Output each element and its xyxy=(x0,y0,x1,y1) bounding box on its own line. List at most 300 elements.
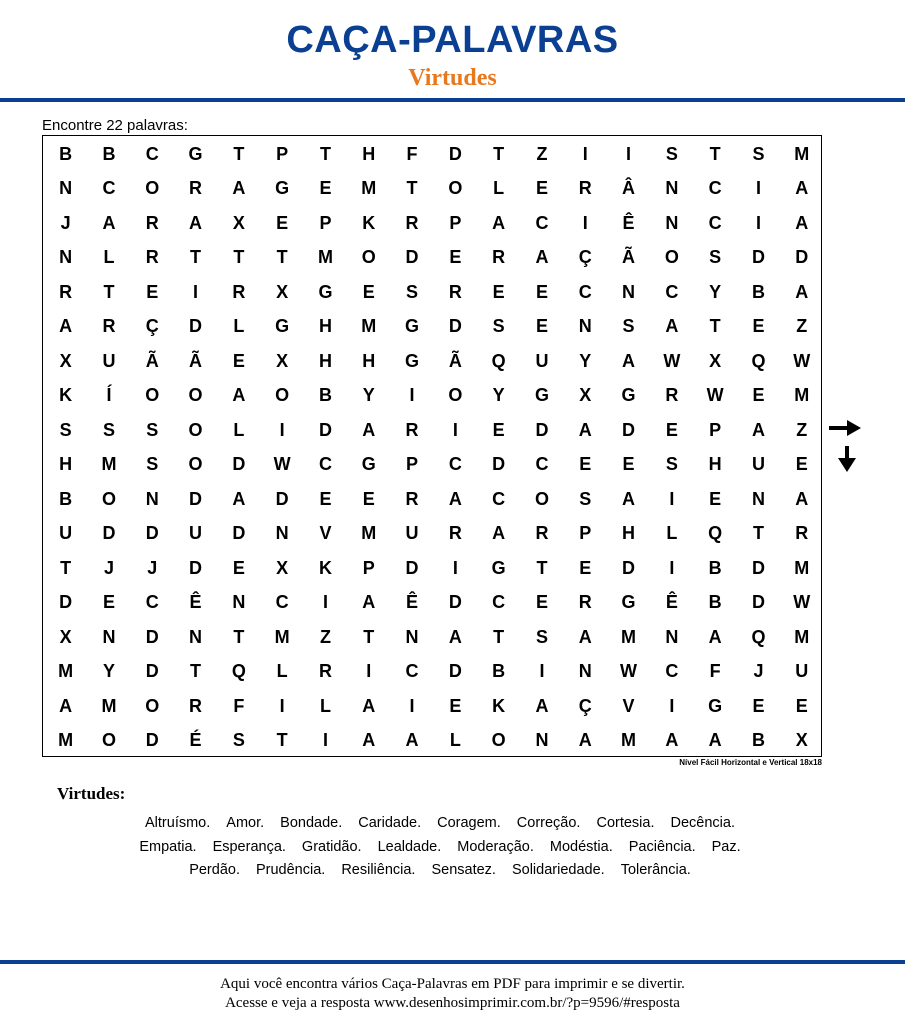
grid-cell[interactable]: N xyxy=(59,178,73,199)
grid-cell[interactable]: A xyxy=(232,488,246,509)
grid-cell[interactable]: Ç xyxy=(145,316,159,337)
grid-cell[interactable]: C xyxy=(318,454,332,475)
grid-cell[interactable]: E xyxy=(492,281,505,302)
grid-cell[interactable]: A xyxy=(232,178,246,199)
grid-cell[interactable]: T xyxy=(276,247,288,268)
grid-cell[interactable]: O xyxy=(275,385,290,406)
grid-cell[interactable]: U xyxy=(751,454,765,475)
grid-cell[interactable]: D xyxy=(751,592,765,613)
grid-cell[interactable]: I xyxy=(669,488,675,509)
grid-cell[interactable]: B xyxy=(59,488,73,509)
grid-cell[interactable]: S xyxy=(146,419,159,440)
grid-cell[interactable]: R xyxy=(795,523,809,544)
grid-cell[interactable]: B xyxy=(492,661,506,682)
grid-cell[interactable]: T xyxy=(319,143,331,164)
grid-cell[interactable]: H xyxy=(318,350,332,371)
grid-cell[interactable]: S xyxy=(406,281,419,302)
grid-cell[interactable]: D xyxy=(448,316,462,337)
grid-cell[interactable]: G xyxy=(621,592,636,613)
grid-cell[interactable]: Ç xyxy=(578,695,592,716)
grid-cell[interactable]: E xyxy=(709,488,722,509)
grid-cell[interactable]: Z xyxy=(319,626,331,647)
grid-cell[interactable]: A xyxy=(751,419,765,440)
grid-cell[interactable]: A xyxy=(102,212,116,233)
grid-cell[interactable]: Ã xyxy=(448,350,462,371)
grid-cell[interactable]: O xyxy=(534,488,549,509)
grid-cell[interactable]: O xyxy=(361,247,376,268)
grid-cell[interactable]: R xyxy=(145,212,159,233)
grid-cell[interactable]: P xyxy=(362,557,375,578)
grid-cell[interactable]: T xyxy=(233,143,245,164)
grid-cell[interactable]: M xyxy=(101,454,117,475)
grid-cell[interactable]: P xyxy=(276,143,289,164)
grid-cell[interactable]: D xyxy=(751,557,765,578)
grid-cell[interactable]: D xyxy=(145,730,159,751)
grid-cell[interactable]: Ê xyxy=(406,592,419,613)
grid-cell[interactable]: N xyxy=(232,592,246,613)
grid-cell[interactable]: U xyxy=(59,523,73,544)
grid-cell[interactable]: I xyxy=(582,212,588,233)
grid-cell[interactable]: C xyxy=(405,661,419,682)
grid-cell[interactable]: A xyxy=(189,212,203,233)
grid-cell[interactable]: W xyxy=(793,592,811,613)
grid-cell[interactable]: R xyxy=(405,212,419,233)
grid-cell[interactable]: N xyxy=(578,316,592,337)
grid-cell[interactable]: S xyxy=(665,454,678,475)
grid-cell[interactable]: Ê xyxy=(622,212,635,233)
grid-cell[interactable]: Q xyxy=(751,350,766,371)
grid-cell[interactable]: S xyxy=(102,419,115,440)
grid-cell[interactable]: T xyxy=(103,281,115,302)
grid-cell[interactable]: C xyxy=(448,454,462,475)
grid-cell[interactable]: E xyxy=(362,281,375,302)
grid-cell[interactable]: Ã xyxy=(622,247,636,268)
grid-cell[interactable]: N xyxy=(59,247,73,268)
grid-cell[interactable]: E xyxy=(232,350,245,371)
grid-cell[interactable]: D xyxy=(232,523,246,544)
grid-cell[interactable]: N xyxy=(102,626,116,647)
grid-cell[interactable]: H xyxy=(708,454,722,475)
grid-cell[interactable]: E xyxy=(319,488,332,509)
grid-cell[interactable]: W xyxy=(273,454,291,475)
grid-cell[interactable]: E xyxy=(535,178,548,199)
grid-cell[interactable]: D xyxy=(448,592,462,613)
grid-cell[interactable]: Q xyxy=(491,350,506,371)
grid-cell[interactable]: C xyxy=(275,592,289,613)
grid-cell[interactable]: M xyxy=(794,385,810,406)
grid-cell[interactable]: Z xyxy=(796,316,808,337)
grid-cell[interactable]: N xyxy=(622,281,636,302)
grid-cell[interactable]: W xyxy=(620,661,638,682)
grid-cell[interactable]: V xyxy=(319,523,332,544)
grid-cell[interactable]: U xyxy=(795,661,809,682)
grid-cell[interactable]: B xyxy=(751,730,765,751)
grid-cell[interactable]: A xyxy=(578,626,592,647)
grid-cell[interactable]: I xyxy=(755,178,761,199)
grid-cell[interactable]: M xyxy=(361,523,377,544)
grid-cell[interactable]: O xyxy=(448,178,463,199)
grid-cell[interactable]: N xyxy=(665,212,679,233)
grid-cell[interactable]: J xyxy=(60,212,71,233)
grid-cell[interactable]: D xyxy=(145,661,159,682)
grid-cell[interactable]: P xyxy=(406,454,419,475)
grid-cell[interactable]: E xyxy=(752,385,765,406)
grid-cell[interactable]: A xyxy=(795,212,809,233)
grid-cell[interactable]: Y xyxy=(492,385,505,406)
grid-cell[interactable]: O xyxy=(101,488,116,509)
grid-cell[interactable]: U xyxy=(405,523,419,544)
grid-cell[interactable]: A xyxy=(362,419,376,440)
grid-cell[interactable]: X xyxy=(59,626,72,647)
grid-cell[interactable]: F xyxy=(709,661,721,682)
grid-cell[interactable]: G xyxy=(318,281,333,302)
grid-cell[interactable]: Y xyxy=(579,350,592,371)
grid-cell[interactable]: C xyxy=(708,212,722,233)
grid-cell[interactable]: C xyxy=(708,178,722,199)
grid-cell[interactable]: Y xyxy=(709,281,722,302)
grid-cell[interactable]: C xyxy=(578,281,592,302)
grid-cell[interactable]: X xyxy=(795,730,808,751)
grid-cell[interactable]: A xyxy=(535,247,549,268)
grid-cell[interactable]: F xyxy=(233,695,245,716)
grid-cell[interactable]: N xyxy=(535,730,549,751)
grid-cell[interactable]: Â xyxy=(622,178,636,199)
grid-cell[interactable]: G xyxy=(275,178,290,199)
grid-cell[interactable]: G xyxy=(534,385,549,406)
grid-cell[interactable]: D xyxy=(622,557,636,578)
grid-cell[interactable]: I xyxy=(626,143,632,164)
grid-cell[interactable]: O xyxy=(448,385,463,406)
grid-cell[interactable]: I xyxy=(366,661,372,682)
grid-cell[interactable]: I xyxy=(582,143,588,164)
grid-cell[interactable]: B xyxy=(102,143,116,164)
grid-cell[interactable]: D xyxy=(795,247,809,268)
grid-cell[interactable]: I xyxy=(452,419,458,440)
grid-cell[interactable]: B xyxy=(708,557,722,578)
grid-cell[interactable]: U xyxy=(102,350,116,371)
grid-cell[interactable]: I xyxy=(452,557,458,578)
grid-cell[interactable]: Ê xyxy=(189,592,202,613)
grid-cell[interactable]: I xyxy=(409,385,415,406)
grid-cell[interactable]: A xyxy=(59,316,73,337)
grid-cell[interactable]: D xyxy=(318,419,332,440)
grid-cell[interactable]: T xyxy=(276,730,288,751)
grid-cell[interactable]: R xyxy=(535,523,549,544)
grid-cell[interactable]: I xyxy=(279,419,285,440)
grid-cell[interactable]: Ç xyxy=(578,247,592,268)
grid-cell[interactable]: B xyxy=(751,281,765,302)
grid-cell[interactable]: I xyxy=(322,730,328,751)
grid-cell[interactable]: E xyxy=(579,454,592,475)
grid-cell[interactable]: M xyxy=(361,178,377,199)
grid-cell[interactable]: R xyxy=(578,178,592,199)
grid-cell[interactable]: K xyxy=(59,385,73,406)
grid-cell[interactable]: M xyxy=(58,730,74,751)
grid-cell[interactable]: R xyxy=(665,385,679,406)
grid-cell[interactable]: A xyxy=(665,316,679,337)
grid-cell[interactable]: A xyxy=(492,523,506,544)
grid-cell[interactable]: E xyxy=(449,247,462,268)
grid-cell[interactable]: A xyxy=(578,730,592,751)
grid-cell[interactable]: C xyxy=(492,592,506,613)
grid-cell[interactable]: J xyxy=(103,557,114,578)
grid-cell[interactable]: T xyxy=(233,626,245,647)
grid-cell[interactable]: A xyxy=(362,592,376,613)
grid-cell[interactable]: D xyxy=(535,419,549,440)
grid-cell[interactable]: D xyxy=(102,523,116,544)
grid-cell[interactable]: H xyxy=(622,523,636,544)
grid-cell[interactable]: E xyxy=(146,281,159,302)
grid-cell[interactable]: T xyxy=(233,247,245,268)
grid-cell[interactable]: N xyxy=(145,488,159,509)
grid-cell[interactable]: S xyxy=(535,626,548,647)
grid-cell[interactable]: X xyxy=(276,350,289,371)
grid-cell[interactable]: S xyxy=(146,454,159,475)
grid-cell[interactable]: N xyxy=(189,626,203,647)
grid-cell[interactable]: S xyxy=(59,419,72,440)
grid-cell[interactable]: A xyxy=(578,419,592,440)
grid-cell[interactable]: A xyxy=(795,488,809,509)
grid-cell[interactable]: R xyxy=(232,281,246,302)
grid-cell[interactable]: D xyxy=(448,661,462,682)
grid-cell[interactable]: A xyxy=(362,695,376,716)
grid-cell[interactable]: N xyxy=(405,626,419,647)
grid-cell[interactable]: E xyxy=(665,419,678,440)
grid-cell[interactable]: K xyxy=(318,557,332,578)
grid-cell[interactable]: E xyxy=(579,557,592,578)
grid-cell[interactable]: E xyxy=(535,316,548,337)
grid-cell[interactable]: E xyxy=(752,695,765,716)
grid-cell[interactable]: A xyxy=(232,385,246,406)
grid-cell[interactable]: Y xyxy=(102,661,115,682)
grid-cell[interactable]: R xyxy=(492,247,506,268)
grid-cell[interactable]: E xyxy=(102,592,115,613)
grid-cell[interactable]: I xyxy=(279,695,285,716)
grid-cell[interactable]: O xyxy=(145,178,160,199)
grid-cell[interactable]: K xyxy=(362,212,376,233)
grid-cell[interactable]: Y xyxy=(362,385,375,406)
grid-cell[interactable]: C xyxy=(665,661,679,682)
grid-cell[interactable]: X xyxy=(232,212,245,233)
grid-cell[interactable]: J xyxy=(753,661,764,682)
grid-cell[interactable]: R xyxy=(578,592,592,613)
grid-cell[interactable]: D xyxy=(751,247,765,268)
grid-cell[interactable]: I xyxy=(669,695,675,716)
grid-cell[interactable]: L xyxy=(319,695,331,716)
grid-cell[interactable]: R xyxy=(318,661,332,682)
grid-cell[interactable]: M xyxy=(317,247,333,268)
grid-cell[interactable]: X xyxy=(59,350,72,371)
grid-cell[interactable]: Z xyxy=(536,143,548,164)
grid-cell[interactable]: G xyxy=(491,557,506,578)
grid-cell[interactable]: T xyxy=(752,523,764,544)
grid-cell[interactable]: D xyxy=(448,143,462,164)
grid-cell[interactable]: R xyxy=(189,695,203,716)
grid-cell[interactable]: E xyxy=(795,695,808,716)
grid-cell[interactable]: D xyxy=(145,626,159,647)
grid-cell[interactable]: M xyxy=(794,143,810,164)
grid-cell[interactable]: B xyxy=(318,385,332,406)
grid-cell[interactable]: Ã xyxy=(145,350,159,371)
grid-cell[interactable]: T xyxy=(493,143,505,164)
grid-cell[interactable]: N xyxy=(751,488,765,509)
grid-cell[interactable]: T xyxy=(709,316,721,337)
grid-cell[interactable]: P xyxy=(579,523,592,544)
grid-cell[interactable]: M xyxy=(101,695,117,716)
grid-cell[interactable]: M xyxy=(621,730,637,751)
grid-cell[interactable]: Q xyxy=(708,523,723,544)
grid-cell[interactable]: P xyxy=(319,212,332,233)
grid-cell[interactable]: I xyxy=(539,661,545,682)
grid-cell[interactable]: É xyxy=(189,730,202,751)
grid-cell[interactable]: C xyxy=(145,143,159,164)
grid-cell[interactable]: N xyxy=(275,523,289,544)
grid-cell[interactable]: L xyxy=(103,247,115,268)
grid-cell[interactable]: H xyxy=(362,143,376,164)
grid-cell[interactable]: I xyxy=(409,695,415,716)
grid-cell[interactable]: P xyxy=(449,212,462,233)
grid-cell[interactable]: T xyxy=(190,247,202,268)
grid-cell[interactable]: R xyxy=(405,488,419,509)
grid-cell[interactable]: H xyxy=(362,350,376,371)
grid-cell[interactable]: C xyxy=(665,281,679,302)
grid-cell[interactable]: Ã xyxy=(189,350,203,371)
grid-cell[interactable]: S xyxy=(709,247,722,268)
grid-cell[interactable]: H xyxy=(318,316,332,337)
grid-cell[interactable]: I xyxy=(193,281,199,302)
grid-cell[interactable]: U xyxy=(189,523,203,544)
grid-cell[interactable]: E xyxy=(622,454,635,475)
grid-cell[interactable]: X xyxy=(579,385,592,406)
grid-cell[interactable]: I xyxy=(755,212,761,233)
grid-cell[interactable]: R xyxy=(189,178,203,199)
grid-cell[interactable]: D xyxy=(189,557,203,578)
grid-cell[interactable]: O xyxy=(145,695,160,716)
grid-cell[interactable]: S xyxy=(579,488,592,509)
grid-cell[interactable]: E xyxy=(449,695,462,716)
grid-cell[interactable]: R xyxy=(102,316,116,337)
grid-cell[interactable]: N xyxy=(665,178,679,199)
grid-cell[interactable]: O xyxy=(491,730,506,751)
grid-cell[interactable]: C xyxy=(535,454,549,475)
grid-cell[interactable]: O xyxy=(188,454,203,475)
grid-cell[interactable]: D xyxy=(492,454,506,475)
grid-cell[interactable]: R xyxy=(448,523,462,544)
grid-cell[interactable]: S xyxy=(752,143,765,164)
grid-cell[interactable]: L xyxy=(449,730,461,751)
grid-cell[interactable]: M xyxy=(58,661,74,682)
grid-cell[interactable]: S xyxy=(232,730,245,751)
grid-cell[interactable]: E xyxy=(362,488,375,509)
grid-cell[interactable]: Q xyxy=(231,661,246,682)
grid-cell[interactable]: G xyxy=(708,695,723,716)
grid-cell[interactable]: O xyxy=(188,419,203,440)
grid-cell[interactable]: O xyxy=(188,385,203,406)
grid-cell[interactable]: A xyxy=(405,730,419,751)
grid-cell[interactable]: M xyxy=(794,626,810,647)
grid-cell[interactable]: G xyxy=(275,316,290,337)
grid-cell[interactable]: W xyxy=(706,385,724,406)
grid-cell[interactable]: F xyxy=(406,143,418,164)
grid-cell[interactable]: A xyxy=(622,488,636,509)
grid-cell[interactable]: S xyxy=(622,316,635,337)
grid-cell[interactable]: C xyxy=(535,212,549,233)
grid-cell[interactable]: D xyxy=(145,523,159,544)
grid-cell[interactable]: X xyxy=(276,281,289,302)
grid-cell[interactable]: D xyxy=(405,247,419,268)
grid-cell[interactable]: A xyxy=(448,488,462,509)
grid-cell[interactable]: Q xyxy=(751,626,766,647)
grid-cell[interactable]: C xyxy=(492,488,506,509)
grid-cell[interactable]: G xyxy=(361,454,376,475)
grid-cell[interactable]: T xyxy=(493,626,505,647)
grid-cell[interactable]: T xyxy=(60,557,72,578)
grid-cell[interactable]: D xyxy=(275,488,289,509)
grid-cell[interactable]: E xyxy=(795,454,808,475)
grid-cell[interactable]: A xyxy=(362,730,376,751)
grid-cell[interactable]: J xyxy=(147,557,158,578)
grid-cell[interactable]: Z xyxy=(796,419,808,440)
grid-cell[interactable]: D xyxy=(232,454,246,475)
grid-cell[interactable]: G xyxy=(405,350,420,371)
grid-cell[interactable]: S xyxy=(665,143,678,164)
grid-cell[interactable]: R xyxy=(59,281,73,302)
grid-cell[interactable]: D xyxy=(59,592,73,613)
grid-cell[interactable]: B xyxy=(59,143,73,164)
grid-cell[interactable]: D xyxy=(405,557,419,578)
grid-cell[interactable]: A xyxy=(708,626,722,647)
grid-cell[interactable]: M xyxy=(274,626,290,647)
grid-cell[interactable]: L xyxy=(493,178,505,199)
grid-cell[interactable]: R xyxy=(448,281,462,302)
grid-cell[interactable]: A xyxy=(622,350,636,371)
grid-cell[interactable]: M xyxy=(621,626,637,647)
grid-cell[interactable]: E xyxy=(535,281,548,302)
grid-cell[interactable]: R xyxy=(145,247,159,268)
grid-cell[interactable]: E xyxy=(492,419,505,440)
grid-cell[interactable]: U xyxy=(535,350,549,371)
grid-cell[interactable]: E xyxy=(535,592,548,613)
grid-cell[interactable]: E xyxy=(752,316,765,337)
grid-cell[interactable]: O xyxy=(664,247,679,268)
grid-cell[interactable]: G xyxy=(188,143,203,164)
grid-cell[interactable]: E xyxy=(319,178,332,199)
grid-cell[interactable]: E xyxy=(276,212,289,233)
grid-cell[interactable]: M xyxy=(361,316,377,337)
grid-cell[interactable]: I xyxy=(669,557,675,578)
grid-cell[interactable]: G xyxy=(405,316,420,337)
grid-cell[interactable]: X xyxy=(709,350,722,371)
grid-cell[interactable]: A xyxy=(535,695,549,716)
grid-cell[interactable]: T xyxy=(406,178,418,199)
grid-cell[interactable]: K xyxy=(492,695,506,716)
grid-cell[interactable]: E xyxy=(232,557,245,578)
grid-cell[interactable]: L xyxy=(233,419,245,440)
grid-cell[interactable]: O xyxy=(145,385,160,406)
grid-cell[interactable]: A xyxy=(448,626,462,647)
grid-cell[interactable]: R xyxy=(405,419,419,440)
grid-cell[interactable]: B xyxy=(708,592,722,613)
grid-cell[interactable]: D xyxy=(622,419,636,440)
grid-cell[interactable]: A xyxy=(665,730,679,751)
grid-cell[interactable]: W xyxy=(793,350,811,371)
grid-cell[interactable]: Ê xyxy=(665,592,678,613)
grid-cell[interactable]: A xyxy=(59,695,73,716)
grid-cell[interactable]: L xyxy=(276,661,288,682)
grid-cell[interactable]: I xyxy=(322,592,328,613)
grid-cell[interactable]: L xyxy=(233,316,245,337)
grid-cell[interactable]: A xyxy=(708,730,722,751)
